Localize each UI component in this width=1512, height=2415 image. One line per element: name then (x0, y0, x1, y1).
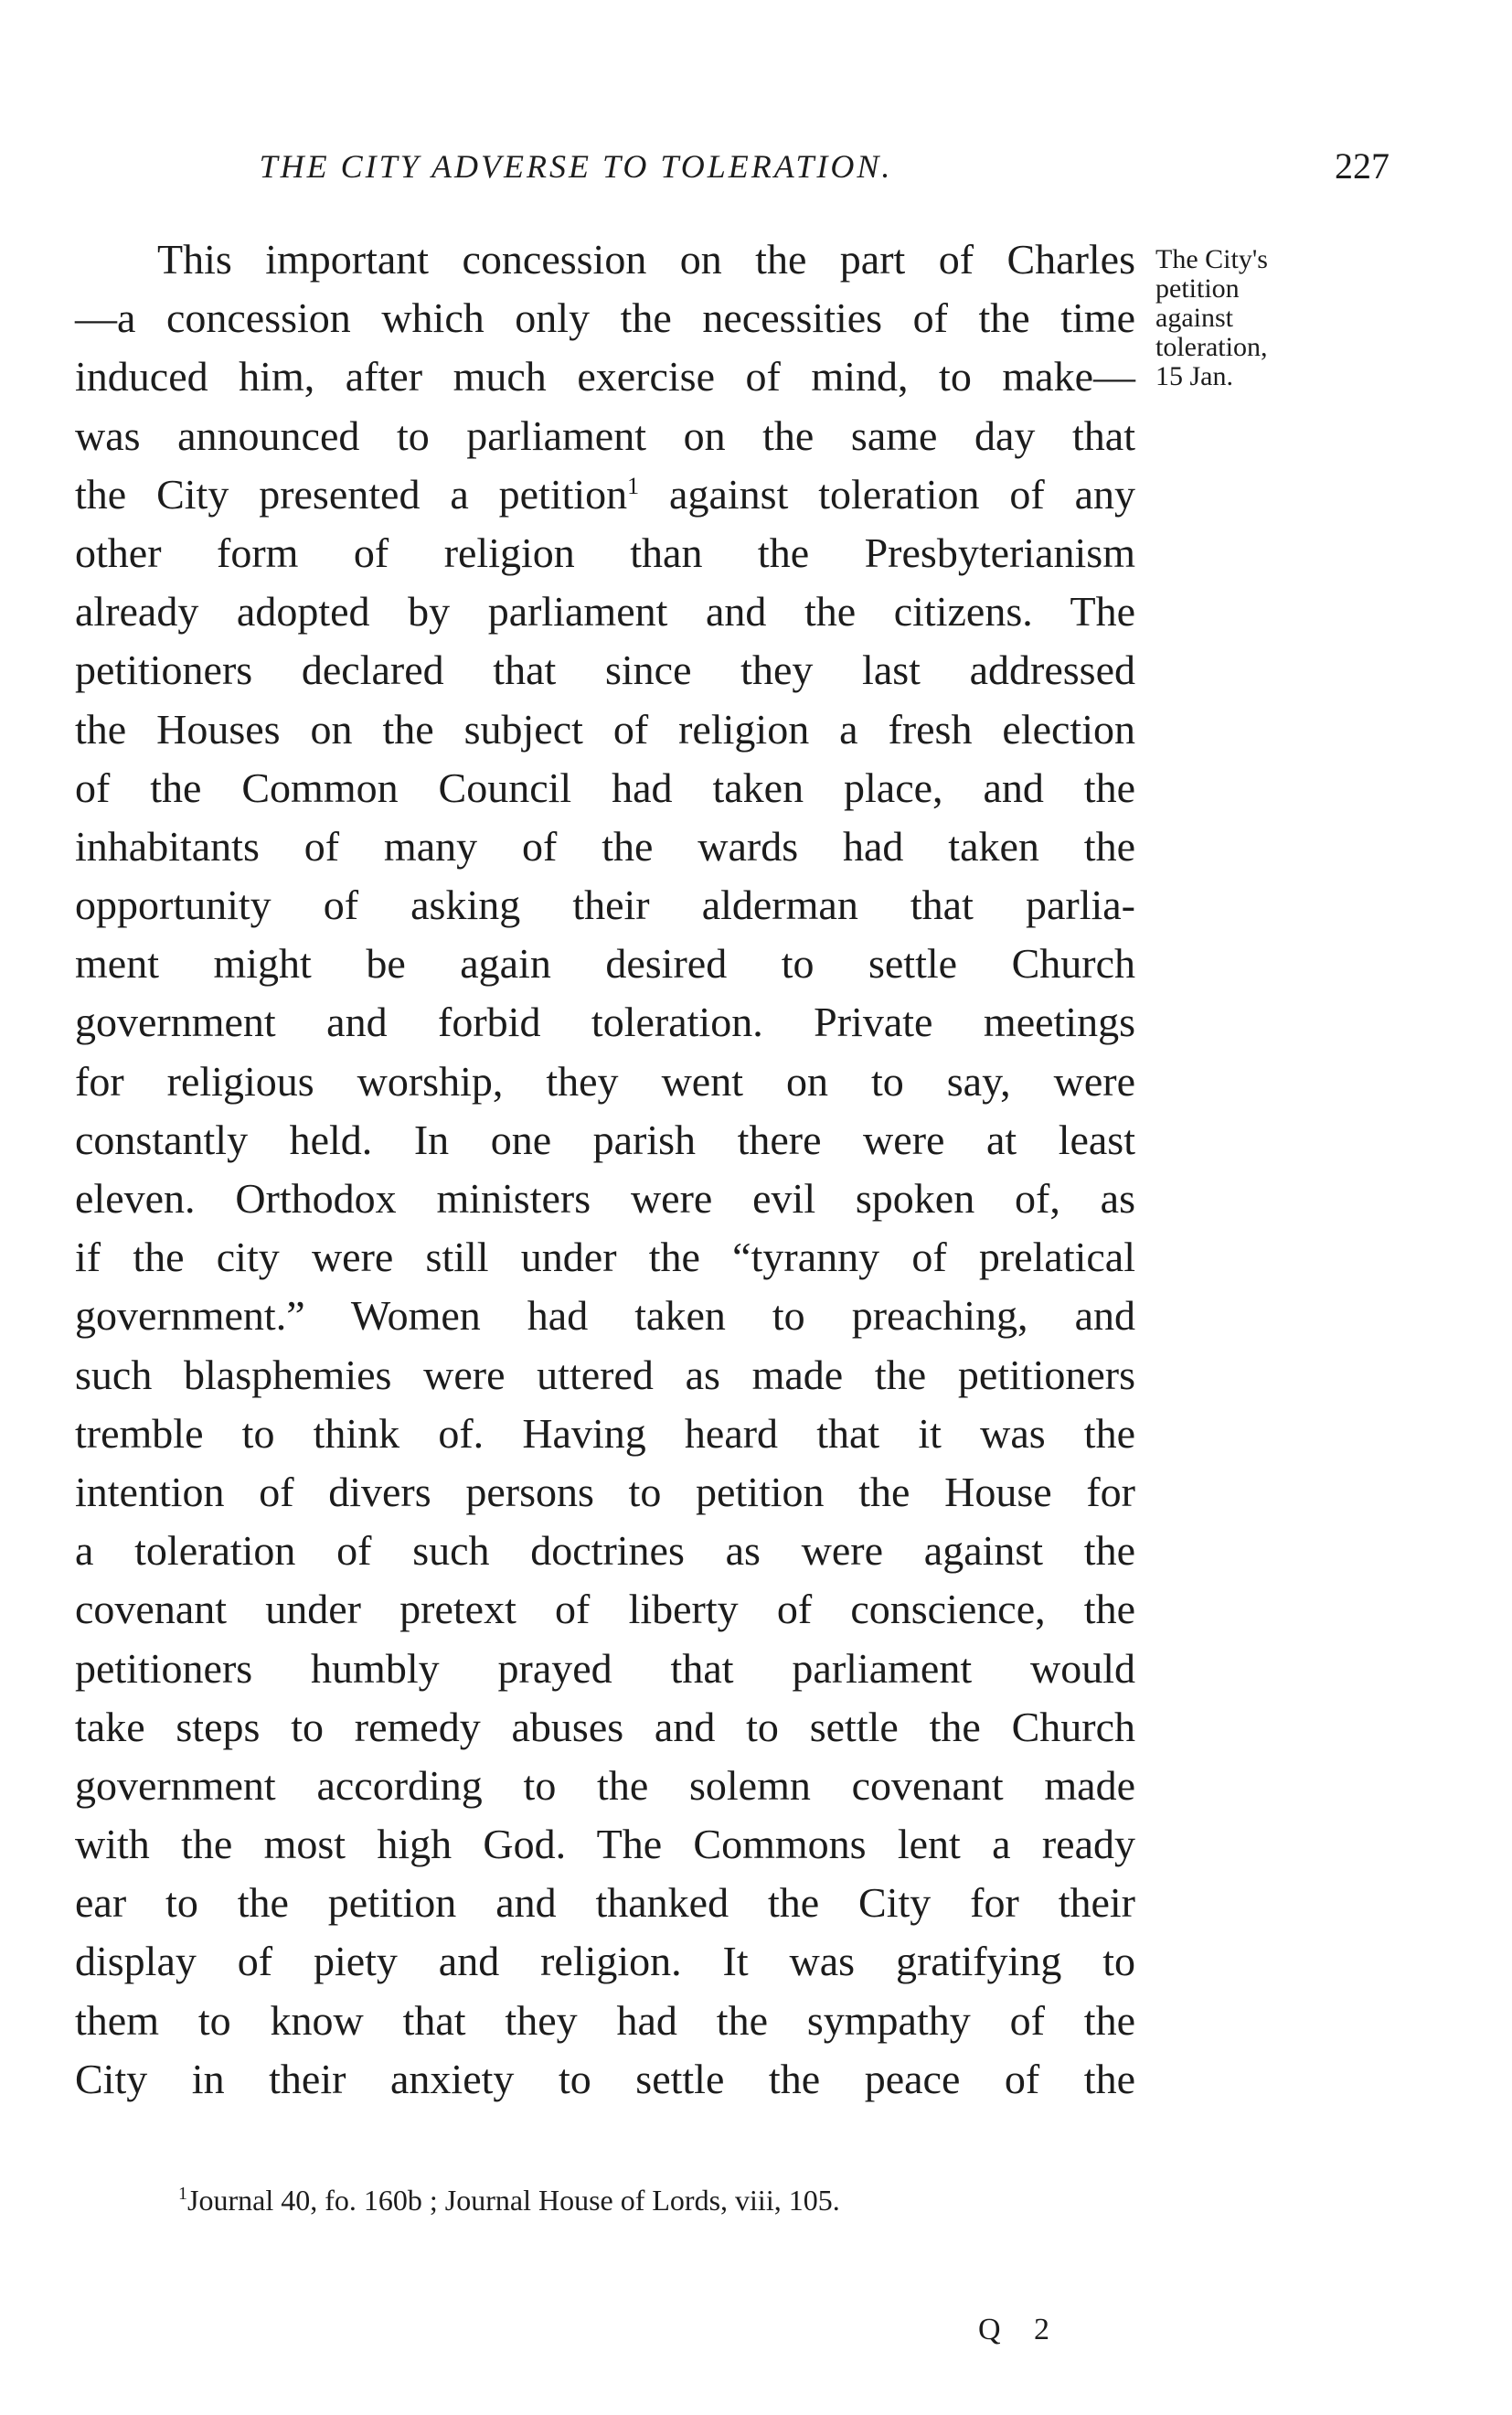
text-line: take steps to remedy abuses and to settle the Church (75, 1703, 1135, 1750)
marginal-note-line: petition (1155, 273, 1240, 304)
text-line: City in their anxiety to settle the peace of the (75, 2055, 1135, 2102)
text-line-start: the City presented a petition (75, 470, 628, 518)
text-line: petitioners humbly prayed that parliament would (75, 1644, 1135, 1692)
text-line: ear to the petition and thanked the City for their (75, 1879, 1135, 1927)
text-line: opportunity of asking their alderman that parlia- (75, 882, 1135, 929)
text-line: This important concession on the part of Charles (157, 236, 1135, 283)
page-number: 227 (1335, 145, 1390, 187)
footnote-reference: 1 (627, 472, 640, 499)
text-line: government and forbid toleration. Private meetings (75, 999, 1135, 1046)
text-line: them to know that they had the sympathy of the (75, 1996, 1135, 2044)
text-line: —a concession which only the necessities of the time (75, 294, 1135, 342)
footnote (178, 2182, 1092, 2218)
running-title: THE CITY ADVERSE TO TOLERATION. (259, 148, 893, 185)
text-line: display of piety and religion. It was gratifying to (75, 1938, 1135, 1985)
text-line: with the most high God. The Commons lent a ready (75, 1821, 1135, 1868)
text-line: constantly held. In one parish there were at least (75, 1116, 1135, 1163)
text-line: other form of religion than the Presbyterianism (75, 529, 1135, 576)
marginal-note-line: 15 Jan. (1155, 361, 1233, 391)
text-line: if the city were still under the “tyranny of prelatical (75, 1234, 1135, 1281)
text-line: the Houses on the subject of religion a fresh election (75, 705, 1135, 753)
text-line: ment might be again desired to settle Church (75, 940, 1135, 988)
text-line: covenant under pretext of liberty of conscience, the (75, 1586, 1135, 1633)
text-line-end: against toleration of any (639, 470, 1135, 518)
text-line: eleven. Orthodox ministers were evil spoken of, as (75, 1175, 1135, 1222)
text-line: petitioners declared that since they last addressed (75, 646, 1135, 694)
footnote-marker: 1 (178, 2184, 187, 2204)
text-line: already adopted by parliament and the citizens. The (75, 588, 1135, 636)
marginal-note-line: against (1155, 303, 1233, 333)
signature-mark: Q 2 (978, 2313, 1063, 2346)
text-line: was announced to parliament on the same day that (75, 411, 1135, 459)
text-line: of the Common Council had taken place, and the (75, 764, 1135, 811)
marginal-note (1155, 245, 1375, 391)
marginal-note-line: toleration, (1155, 332, 1268, 362)
text-line: a toleration of such doctrines as were against the (75, 1527, 1135, 1575)
text-line-with-footnote-ref (75, 465, 1135, 524)
text-line: intention of divers persons to petition the House for (75, 1468, 1135, 1515)
text-line: government according to the solemn covenant made (75, 1761, 1135, 1809)
text-line: such blasphemies were uttered as made the petitioners (75, 1351, 1135, 1398)
text-line: induced him, after much exercise of mind, to make— (75, 353, 1135, 401)
text-line: tremble to think of. Having heard that it was the (75, 1409, 1135, 1457)
text-line: inhabitants of many of the wards had taken the (75, 822, 1135, 870)
footnote-text: Journal 40, fo. 160b ; Journal House of Lords, viii, 105. (187, 2184, 840, 2217)
marginal-note-line: The City's (1155, 244, 1268, 274)
body-paragraph (75, 230, 1135, 2109)
text-line: government.” Women had taken to preaching, and (75, 1292, 1135, 1340)
text-line: for religious worship, they went on to say, were (75, 1057, 1135, 1105)
